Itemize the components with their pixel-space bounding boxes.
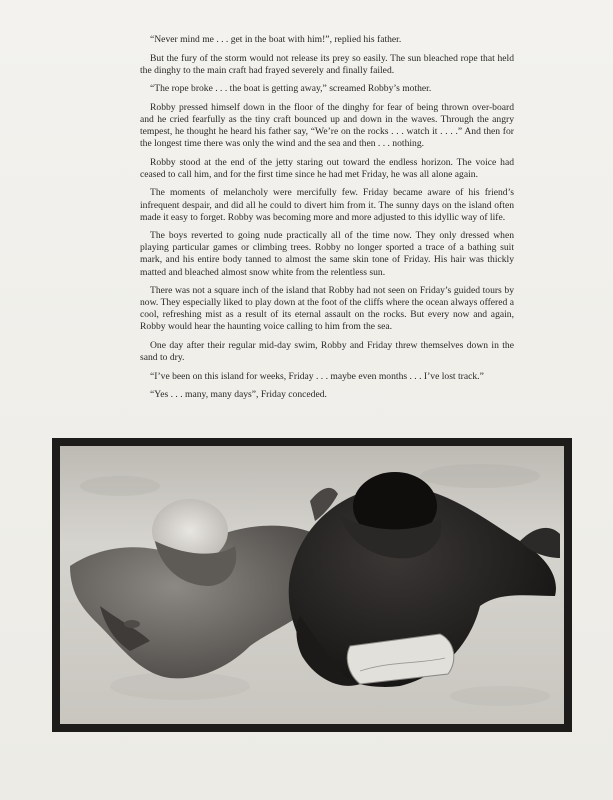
paragraph-4: Robby pressed himself down in the floor of the dinghy for fear of being thrown over-board and he cried fearfully as the tiny craft bounced up and down in the waves. Through the angry tempest, he thought he heard his father say, “We’re on the rocks . . . watch it . . . .” And then for the longest time there was only the wind and the sea and then . . . nothing.: [140, 101, 514, 150]
paragraph-3: “The rope broke . . . the boat is getting away,” screamed Robby’s mother.: [150, 83, 432, 95]
paragraph-7: The boys reverted to going nude practically all of the time now. They only dressed when playing particular games or climbing trees. Robby no longer sported a trace of a bathing suit mark, and his entire body tanned to almost the same skin tone of Friday. His hair was thickly matted and bleached almost snow white from the relentless sun.: [140, 230, 514, 278]
photograph: [60, 446, 564, 724]
paragraph-8: There was not a square inch of the island that Robby had not seen on Friday’s guided tours by now. They especially liked to play down at the foot of the cliffs where the ocean always offered a cool, refreshing mist as a result of its eternal assault on the rocks. But every now and again, Robby would hear the haunting voice calling to him from the sea.: [140, 285, 514, 333]
paragraph-2: But the fury of the storm would not release its prey so easily. The sun bleached rope that held the dinghy to the main craft had frayed severely and finally failed.: [140, 52, 514, 76]
photo-frame: [52, 438, 572, 732]
small-shell: [124, 620, 140, 628]
paragraph-5: Robby stood at the end of the jetty staring out toward the endless horizon. The voice had ceased to call him, and for the first time since he had met Friday, he was all alone again.: [140, 156, 514, 180]
paragraph-9: One day after their regular mid-day swim, Robby and Friday threw themselves down in the sand to dry.: [140, 339, 514, 364]
story-text: [140, 34, 514, 408]
paragraph-10: “I’ve been on this island for weeks, Friday . . . maybe even months . . . I’ve lost track.”: [150, 370, 484, 382]
photo-illustration: [60, 446, 564, 724]
paragraph-1: “Never mind me . . . get in the boat with him!”, replied his father.: [150, 34, 402, 45]
paragraph-6: The moments of melancholy were mercifully few. Friday became aware of his friend’s infrequent despair, and did all he could to divert him from it. The sunny days on the island often made it easy to forget. Robby was becoming more and more adjusted to this idyllic way of life.: [140, 187, 514, 223]
paragraph-11: “Yes . . . many, many days”, Friday conceded.: [150, 389, 327, 401]
